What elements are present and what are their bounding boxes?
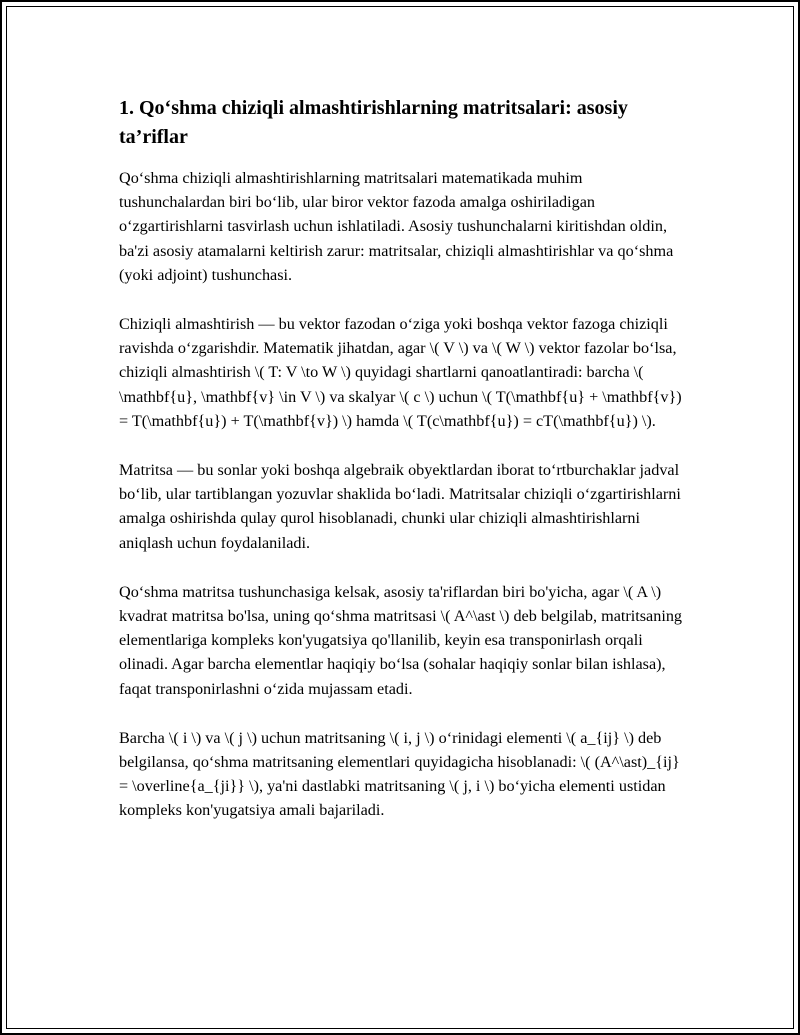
paragraph-adjoint-elements: Barcha \( i \) va \( j \) uchun matritsaning \( i, j \) o‘rinidagi elementi \( a_{ij} \) deb belgilansa, qo‘shma matritsaning elementlari quyidagicha hisoblanadi: \( (A^\ast)_{ij} = \overline{a_{ji}} \), ya'ni dastlabki matritsaning \( j, i \) bo‘yicha elementi ustidan kompleks kon'yugatsiya amali bajariladi. <box>119 728 680 820</box>
paragraph-adjoint-matrix: Qo‘shma matritsa tushunchasiga kelsak, asosiy ta'riflardan biri bo'yicha, agar \( A \) kvadrat matritsa bo'lsa, uning qo‘shma matritsasi \( A^\ast \) deb belgilab, matritsaning elementlariga kompleks kon'yugatsiya qo'llanilib, keyin esa transponirlash orqali olinadi. Agar barcha elementlar haqiqiy bo‘lsa (sohalar haqiqiy sonlar bilan ishlasa), faqat transponirlashni o‘zida mujassam etadi. <box>119 582 683 698</box>
paragraph-matrix: Matritsa — bu sonlar yoki boshqa algebraik obyektlardan iborat to‘rtburchaklar jadval bo‘lib, ular tartiblangan yozuvlar shaklida bo‘ladi. Matritsalar chiziqli o‘zgartirishlarni amalga oshirishda qulay qurol hisoblanadi, chunki ular chiziqli almashtirishlarni aniqlash uchun foydalaniladi. <box>119 461 681 552</box>
paragraph-linear-map: Chiziqli almashtirish — bu vektor fazodan o‘ziga yoki boshqa vektor fazoga chiziqli ravishda o‘zgarishdir. Matematik jihatdan, agar \( V \) va \( W \) vektor fazolar bo‘lsa, chiziqli almashtirish \( T: V \to W \) quyidagi shartlarni qanoatlantiradi: barcha \( \mathbf{u}, \mathbf{v} \in V \) va skalyar \( c \) uchun \( T(\mathbf{u} + \mathbf{v}) = T(\mathbf{u}) + T(\mathbf{v}) \) hamda \( T(c\mathbf{u}) = cT(\mathbf{u}) \). <box>119 315 682 430</box>
document-body <box>119 94 689 848</box>
paragraph-intro: Qo‘shma chiziqli almashtirishlarning matritsalari matematikada muhim tushunchalardan biri bo‘lib, ular biror vektor fazoda amalga oshiriladigan o‘zgartirishlarni tasvirlash uchun ishlatiladi. Asosiy tushunchalarni kiritishdan oldin, ba'zi asosiy atamalarni keltirish zarur: matritsalar, chiziqli almashtirishlar va qo‘shma (yoki adjoint) tushunchasi. <box>119 169 674 284</box>
section-heading: 1. Qo‘shma chiziqli almashtirishlarning matritsalari: asosiy ta’riflar <box>119 97 628 148</box>
